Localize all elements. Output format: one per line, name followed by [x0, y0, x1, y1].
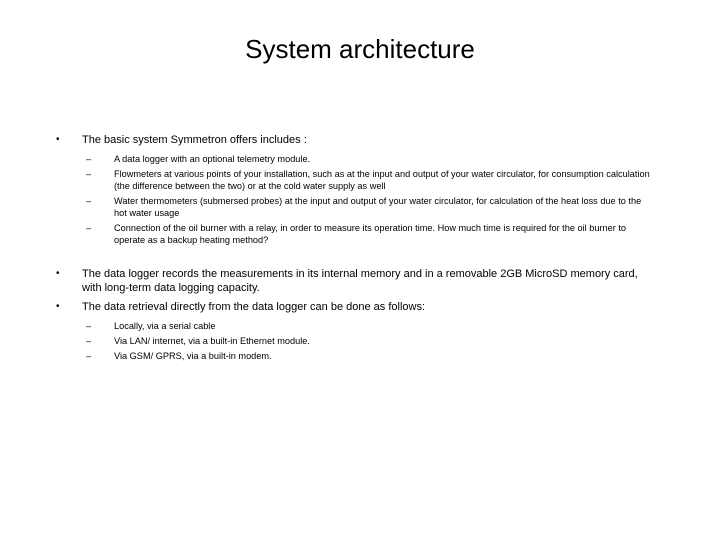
bullet-icon: • — [56, 301, 60, 312]
bullet-text: The data retrieval directly from the data logger can be done as follows: — [82, 301, 426, 313]
bullet-text: The basic system Symmetron offers includes : — [82, 134, 307, 146]
sub-item-text: Water thermometers (submersed probes) at the input and output of your water circulator, for calculation of the heat loss due to the hot water usage — [114, 196, 642, 218]
slide-body — [56, 133, 656, 365]
sub-item-flowmeters — [56, 168, 656, 192]
bullet-icon: • — [56, 268, 60, 279]
sub-item-text: Connection of the oil burner with a relay, in order to measure its operation time. How much time is required for the oil burner to operate as a backup heating method? — [114, 223, 627, 245]
dash-icon: – — [86, 336, 92, 346]
dash-icon: – — [86, 223, 92, 233]
sub-item-text: Via GSM/ GPRS, via a built-in modem. — [114, 351, 272, 361]
sub-item-data-logger — [56, 153, 656, 165]
slide-title: System architecture — [245, 34, 475, 64]
dash-icon: – — [86, 154, 92, 164]
dash-icon: – — [86, 351, 92, 361]
bullet-text: The data logger records the measurements in its internal memory and in a removable 2GB MicroSD memory card, with long-term data logging capacity. — [82, 268, 638, 294]
dash-icon: – — [86, 196, 92, 206]
bullet-item-data-retrieval — [56, 300, 656, 314]
sub-item-gsm-gprs — [56, 350, 656, 362]
sub-item-text: Flowmeters at various points of your installation, such as at the input and output of your water circulator, for consumption calculation (the difference between the two) or at the cold water supply as well — [114, 169, 650, 191]
sub-item-text: Locally, via a serial cable — [114, 321, 216, 331]
sub-item-thermometers — [56, 195, 656, 219]
dash-icon: – — [86, 169, 92, 179]
sub-item-text: A data logger with an optional telemetry module. — [114, 154, 311, 164]
sub-list-data-retrieval — [56, 320, 656, 362]
sub-item-text: Via LAN/ internet, via a built-in Ethernet module. — [114, 336, 310, 346]
dash-icon: – — [86, 321, 92, 331]
bullet-icon: • — [56, 134, 60, 145]
sub-item-oil-burner — [56, 222, 656, 246]
sub-list-system-components — [56, 153, 656, 246]
spacer — [56, 249, 656, 267]
bullet-item-system-components — [56, 133, 656, 147]
bullet-item-data-recording — [56, 267, 656, 295]
sub-item-serial-cable — [56, 320, 656, 332]
sub-item-lan-internet — [56, 335, 656, 347]
